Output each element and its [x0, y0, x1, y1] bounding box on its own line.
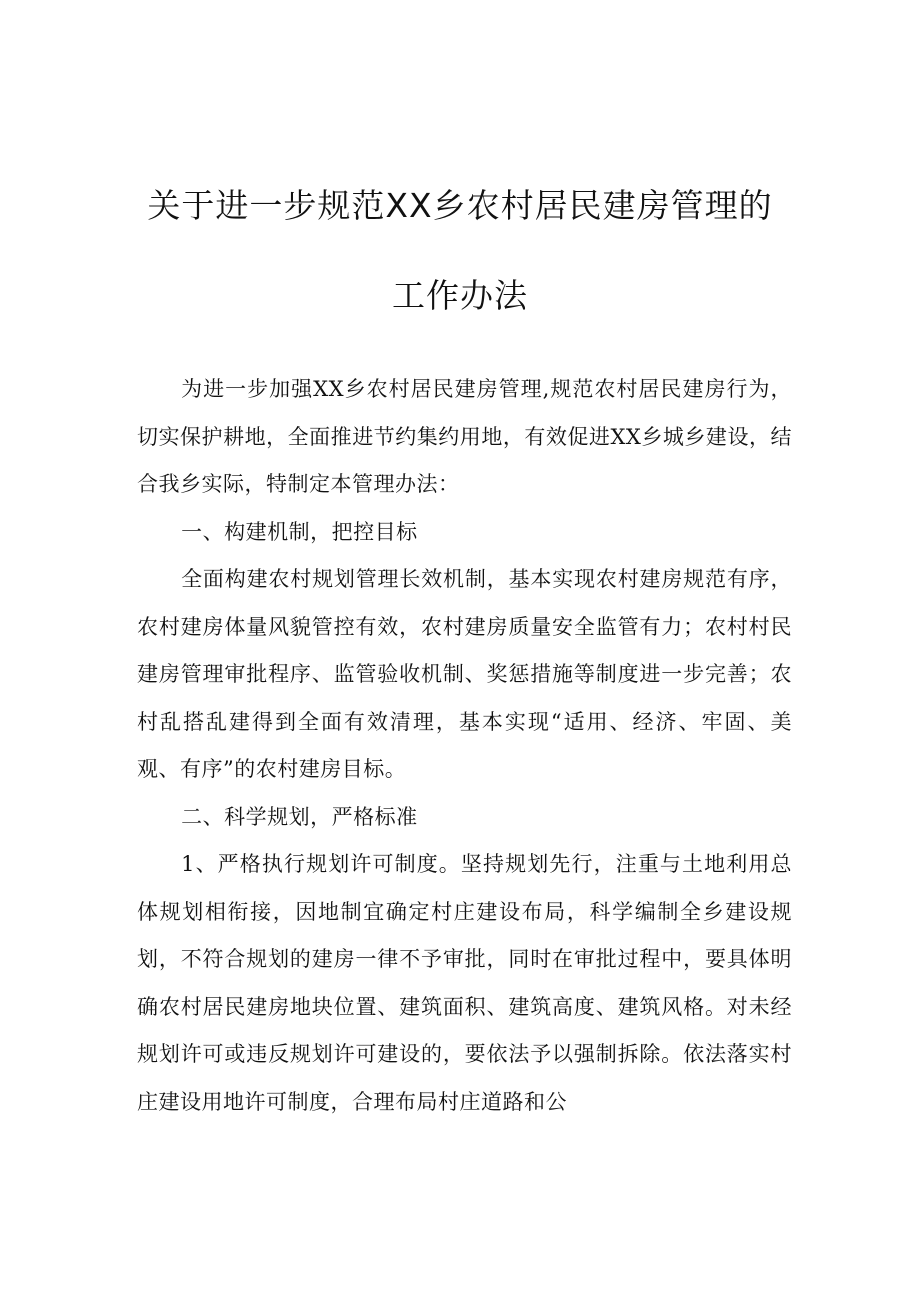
paragraph-section-2-item-1: 1、严格执行规划许可制度。坚持规划先行，注重与土地利用总体规划相衔接，因地制宜确定村庄建设布局，科学编制全乡建设规划，不符合规划的建房一律不予审批，同时在审批过程中，要具体明确农村居民建房地块位置、建筑面积、建筑高度、建筑风格。对未经规划许可或违反规划许可建设的，要依法予以强制拆除。依法落实村庄建设用地许可制度，合理布局村庄道路和公 [137, 852, 792, 1114]
section-heading-2: 二、科学规划，严格标准 [181, 804, 418, 829]
document-body [137, 366, 792, 1126]
paragraph-intro: 为进一步加强XX乡农村居民建房管理,规范农村居民建房行为，切实保护耕地，全面推进节约集约用地，有效促进XX乡城乡建设，结合我乡实际，特制定本管理办法： [137, 377, 792, 496]
section-heading-1: 一、构建机制，把控目标 [181, 519, 418, 544]
document-title-line-2: 工作办法 [392, 276, 528, 315]
paragraph-section-1: 全面构建农村规划管理长效机制，基本实现农村建房规范有序，农村建房体量风貌管控有效，农村建房质量安全监管有力；农村村民建房管理审批程序、监管验收机制、奖惩措施等制度进一步完善；农村乱搭乱建得到全面有效清理，基本实现“适用、经济、牢固、美观、有序”的农村建房目标。 [137, 567, 792, 781]
document-title-line-1: 关于进一步规范XX乡农村居民建房管理的 [147, 186, 773, 225]
